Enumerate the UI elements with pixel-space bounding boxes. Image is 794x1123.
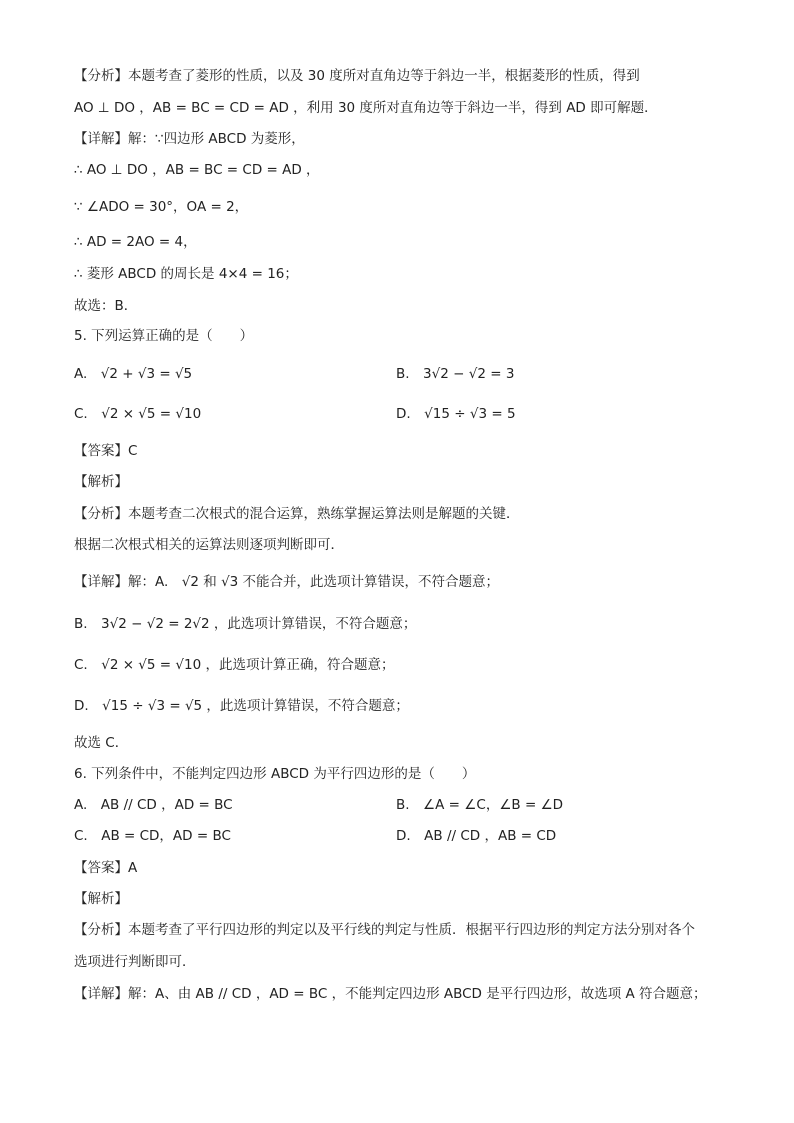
q5-option-d: D. √15 ÷ √3 = 5 bbox=[396, 406, 516, 422]
q4-detail-line2: ∴ AO ⊥ DO ，AB = BC = CD = AD ， bbox=[74, 162, 320, 178]
q6-analysis-line1: 【分析】本题考查了平行四边形的判定以及平行线的判定与性质．根据平行四边形的判定方法分别对各个 bbox=[74, 922, 695, 938]
q5-detail-b: B. 3√2 − √2 = 2√2 ，此选项计算错误，不符合题意； bbox=[74, 616, 417, 632]
q5-choose: 故选 C． bbox=[74, 735, 129, 751]
q5-option-c: C. √2 × √5 = √10 bbox=[74, 406, 202, 422]
q4-detail-line4: ∴ AD = 2AO = 4， bbox=[74, 234, 197, 250]
q5-option-a: A. √2 + √3 = √5 bbox=[74, 366, 193, 382]
q5-analysis-line2: 根据二次根式相关的运算法则逐项判断即可． bbox=[74, 537, 344, 553]
q5-answer: 【答案】C bbox=[74, 443, 138, 459]
q4-analysis-line2: AO ⊥ DO ，AB = BC = CD = AD ，利用 30 度所对直角边等于斜边一半，得到 AD 即可解题． bbox=[74, 100, 658, 116]
q6-detail-a: 【详解】解：A、由 AB // CD ，AD = BC ，不能判定四边形 ABCD 是平行四边形，故选项 A 符合题意； bbox=[74, 986, 707, 1002]
q5-option-b: B. 3√2 − √2 = 3 bbox=[396, 366, 515, 382]
q4-detail-line5: ∴ 菱形 ABCD 的周长是 4×4 = 16； bbox=[74, 266, 298, 282]
q6-option-d: D. AB // CD ，AB = CD bbox=[396, 828, 557, 844]
q6-option-c: C. AB = CD，AD = BC bbox=[74, 828, 231, 844]
q4-detail-line3: ∵ ∠ADO = 30°，OA = 2， bbox=[74, 199, 249, 215]
q6-stem: 6. 下列条件中，不能判定四边形 ABCD 为平行四边形的是（ ） bbox=[74, 766, 476, 782]
q5-jiexi-label: 【解析】 bbox=[74, 474, 128, 490]
q4-detail-line1: 【详解】解：∵四边形 ABCD 为菱形， bbox=[74, 131, 305, 147]
q5-analysis-line1: 【分析】本题考查二次根式的混合运算，熟练掌握运算法则是解题的关键． bbox=[74, 506, 520, 522]
q5-stem: 5. 下列运算正确的是（ ） bbox=[74, 328, 254, 344]
q6-analysis-line2: 选项进行判断即可． bbox=[74, 954, 196, 970]
q6-answer: 【答案】A bbox=[74, 860, 138, 876]
q6-jiexi-label: 【解析】 bbox=[74, 891, 128, 907]
q4-choose: 故选：B． bbox=[74, 298, 138, 314]
q5-detail-c: C. √2 × √5 = √10 ，此选项计算正确，符合题意； bbox=[74, 657, 395, 673]
q5-detail-d: D. √15 ÷ √3 = √5 ，此选项计算错误，不符合题意； bbox=[74, 698, 409, 714]
q6-option-b: B. ∠A = ∠C，∠B = ∠D bbox=[396, 797, 564, 813]
q4-analysis-line1: 【分析】本题考查了菱形的性质，以及 30 度所对直角边等于斜边一半，根据菱形的性质，得到 bbox=[74, 68, 640, 84]
q6-option-a: A. AB // CD ，AD = BC bbox=[74, 797, 233, 813]
q5-detail-a: 【详解】解：A. √2 和 √3 不能合并，此选项计算错误，不符合题意； bbox=[74, 574, 500, 590]
